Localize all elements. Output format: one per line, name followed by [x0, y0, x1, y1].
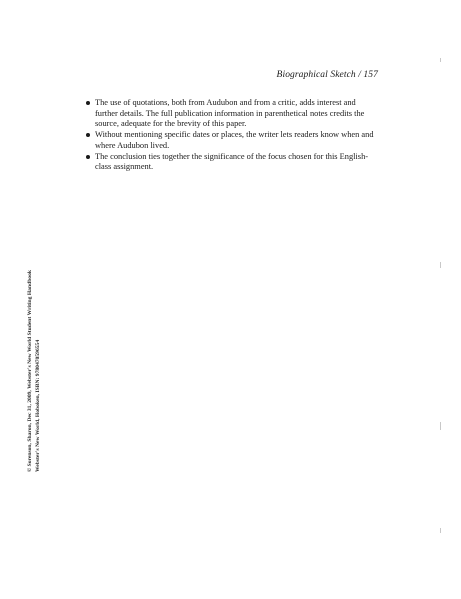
bullet-icon — [86, 133, 90, 137]
list-item — [86, 130, 376, 151]
scan-edge-mark — [440, 58, 441, 62]
scan-edge-mark — [440, 528, 441, 533]
bullet-icon — [86, 155, 90, 159]
bullet-icon — [86, 101, 90, 105]
bullet-text: The use of quotations, both from Audubon and from a critic, adds interest and further details. The full publication information in parenthetical notes credits the source, adequate for the brevity of this paper. — [95, 98, 365, 129]
scan-edge-mark — [440, 422, 441, 430]
copyright-line: © Sorenson, Sharon, Dec 31, 2009, Webster's New World Student Writing Handbook — [27, 269, 33, 472]
copyright-line: Webster's New World, Hoboken, ISBN: 9780470596554 — [35, 339, 41, 472]
copyright-notice — [26, 250, 48, 472]
scan-edge-mark — [440, 262, 441, 268]
list-item — [86, 152, 376, 173]
bullet-list — [86, 98, 376, 173]
bullet-text: Without mentioning specific dates or places, the writer lets readers know when and where Audubon lived. — [95, 130, 374, 150]
running-head: Biographical Sketch / 157 — [276, 70, 378, 80]
bullet-text: The conclusion ties together the significance of the focus chosen for this English-class assignment. — [95, 151, 369, 172]
list-item — [86, 98, 376, 130]
